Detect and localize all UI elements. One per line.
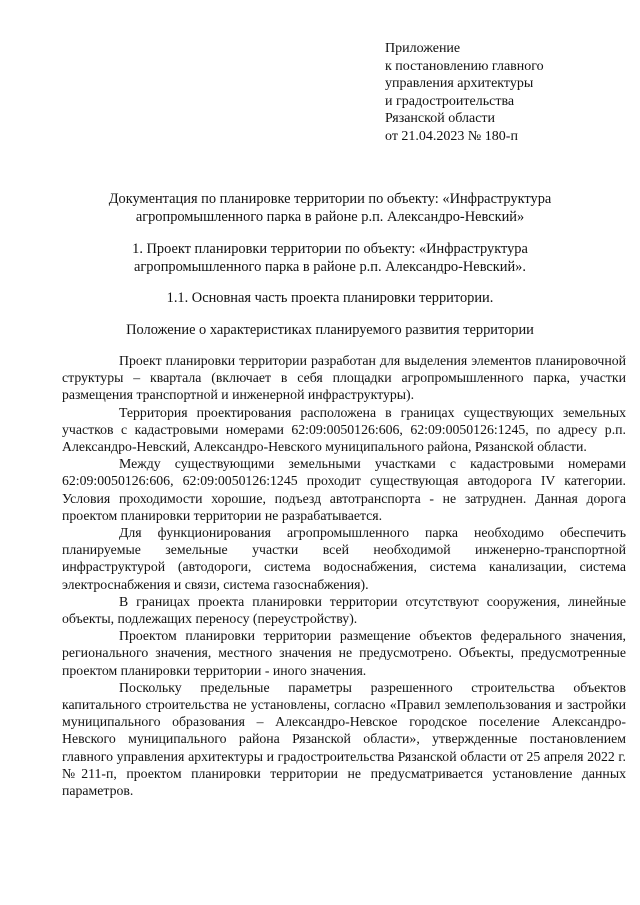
body-text <box>62 352 626 799</box>
paragraph: Проект планировки территории разработан для выделения элементов планировочной структуры – квартала (включает в себя площадки агропромышленного парка, участки размещения транспортной и инженерной инфраструктуры). <box>62 353 626 403</box>
appendix-line: Приложение <box>385 41 461 56</box>
documentation-title <box>60 190 600 226</box>
appendix-line: и градостроительства <box>385 93 515 109</box>
appendix-header <box>385 40 625 145</box>
paragraph: Между существующими земельными участками с кадастровыми номерами 62:09:0050126:606, 62:09:0050126:1245 проходит существующая автодорога IV категории. Условия проходимости хорошие, подъезд автотранспорта - не затруднен. Данная дорога проектом планировки территории не разрабатывается. <box>62 456 626 523</box>
documentation-title-line: агропромышленного парка в районе р.п. Александро-Невский» <box>135 209 525 225</box>
paragraph: Территория проектирования расположена в границах существующих земельных участков с кадастровыми номерами 62:09:0050126:606, 62:09:0050126:1245, по адресу р.п. Александро-Невский, Александро-Невского муниципального района, Рязанской области. <box>62 404 626 455</box>
paragraph: Проектом планировки территории размещение объектов федерального значения, регионального значения, местного значения не предусмотрено. Объекты, предусмотренные проектом планировки территории - иного значения. <box>62 628 626 678</box>
provision-heading: Положение о характеристиках планируемого развития территории <box>126 322 534 338</box>
paragraph: Для функционирования агропромышленного парка необходимо обеспечить планируемые земельные участки всей необходимой инженерно-транспортной инфраструктурой (автодороги, система водоснабжения, система канализации, система электроснабжения и связи, система газоснабжения). <box>62 525 626 592</box>
appendix-date-number: от 21.04.2023 № 180-п <box>385 128 518 144</box>
project-title-line: агропромышленного парка в районе р.п. Александро-Невский». <box>134 259 526 275</box>
project-title <box>60 240 600 276</box>
paragraph: Поскольку предельные параметры разрешенного строительства объектов капитального строительства не установлены, согласно «Правил землепользования и застройки муниципального образования – Александро-Невское городское поселение Александро-Невского муниципального района Рязанской области», утвержденные постановлением главного управления архитектуры и градостроительства Рязанской области от 25 апреля 2022 г. №211-п, проектом планировки территории не предусматривается установление данных параметров. <box>62 679 626 799</box>
appendix-line: управления архитектуры <box>385 76 534 91</box>
main-part-heading: 1.1. Основная часть проекта планировки территории. <box>166 290 494 306</box>
paragraph: В границах проекта планировки территории отсутствуют сооружения, линейные объекты, подлежащих переносу (переустройству). <box>62 593 626 627</box>
appendix-line: Рязанской области <box>385 111 496 126</box>
appendix-line: к постановлению главного <box>385 58 544 74</box>
project-title-line: 1. Проект планировки территории по объекту: «Инфраструктура <box>132 241 528 257</box>
documentation-title-line: Документация по планировке территории по объекту: «Инфраструктура <box>108 191 552 207</box>
